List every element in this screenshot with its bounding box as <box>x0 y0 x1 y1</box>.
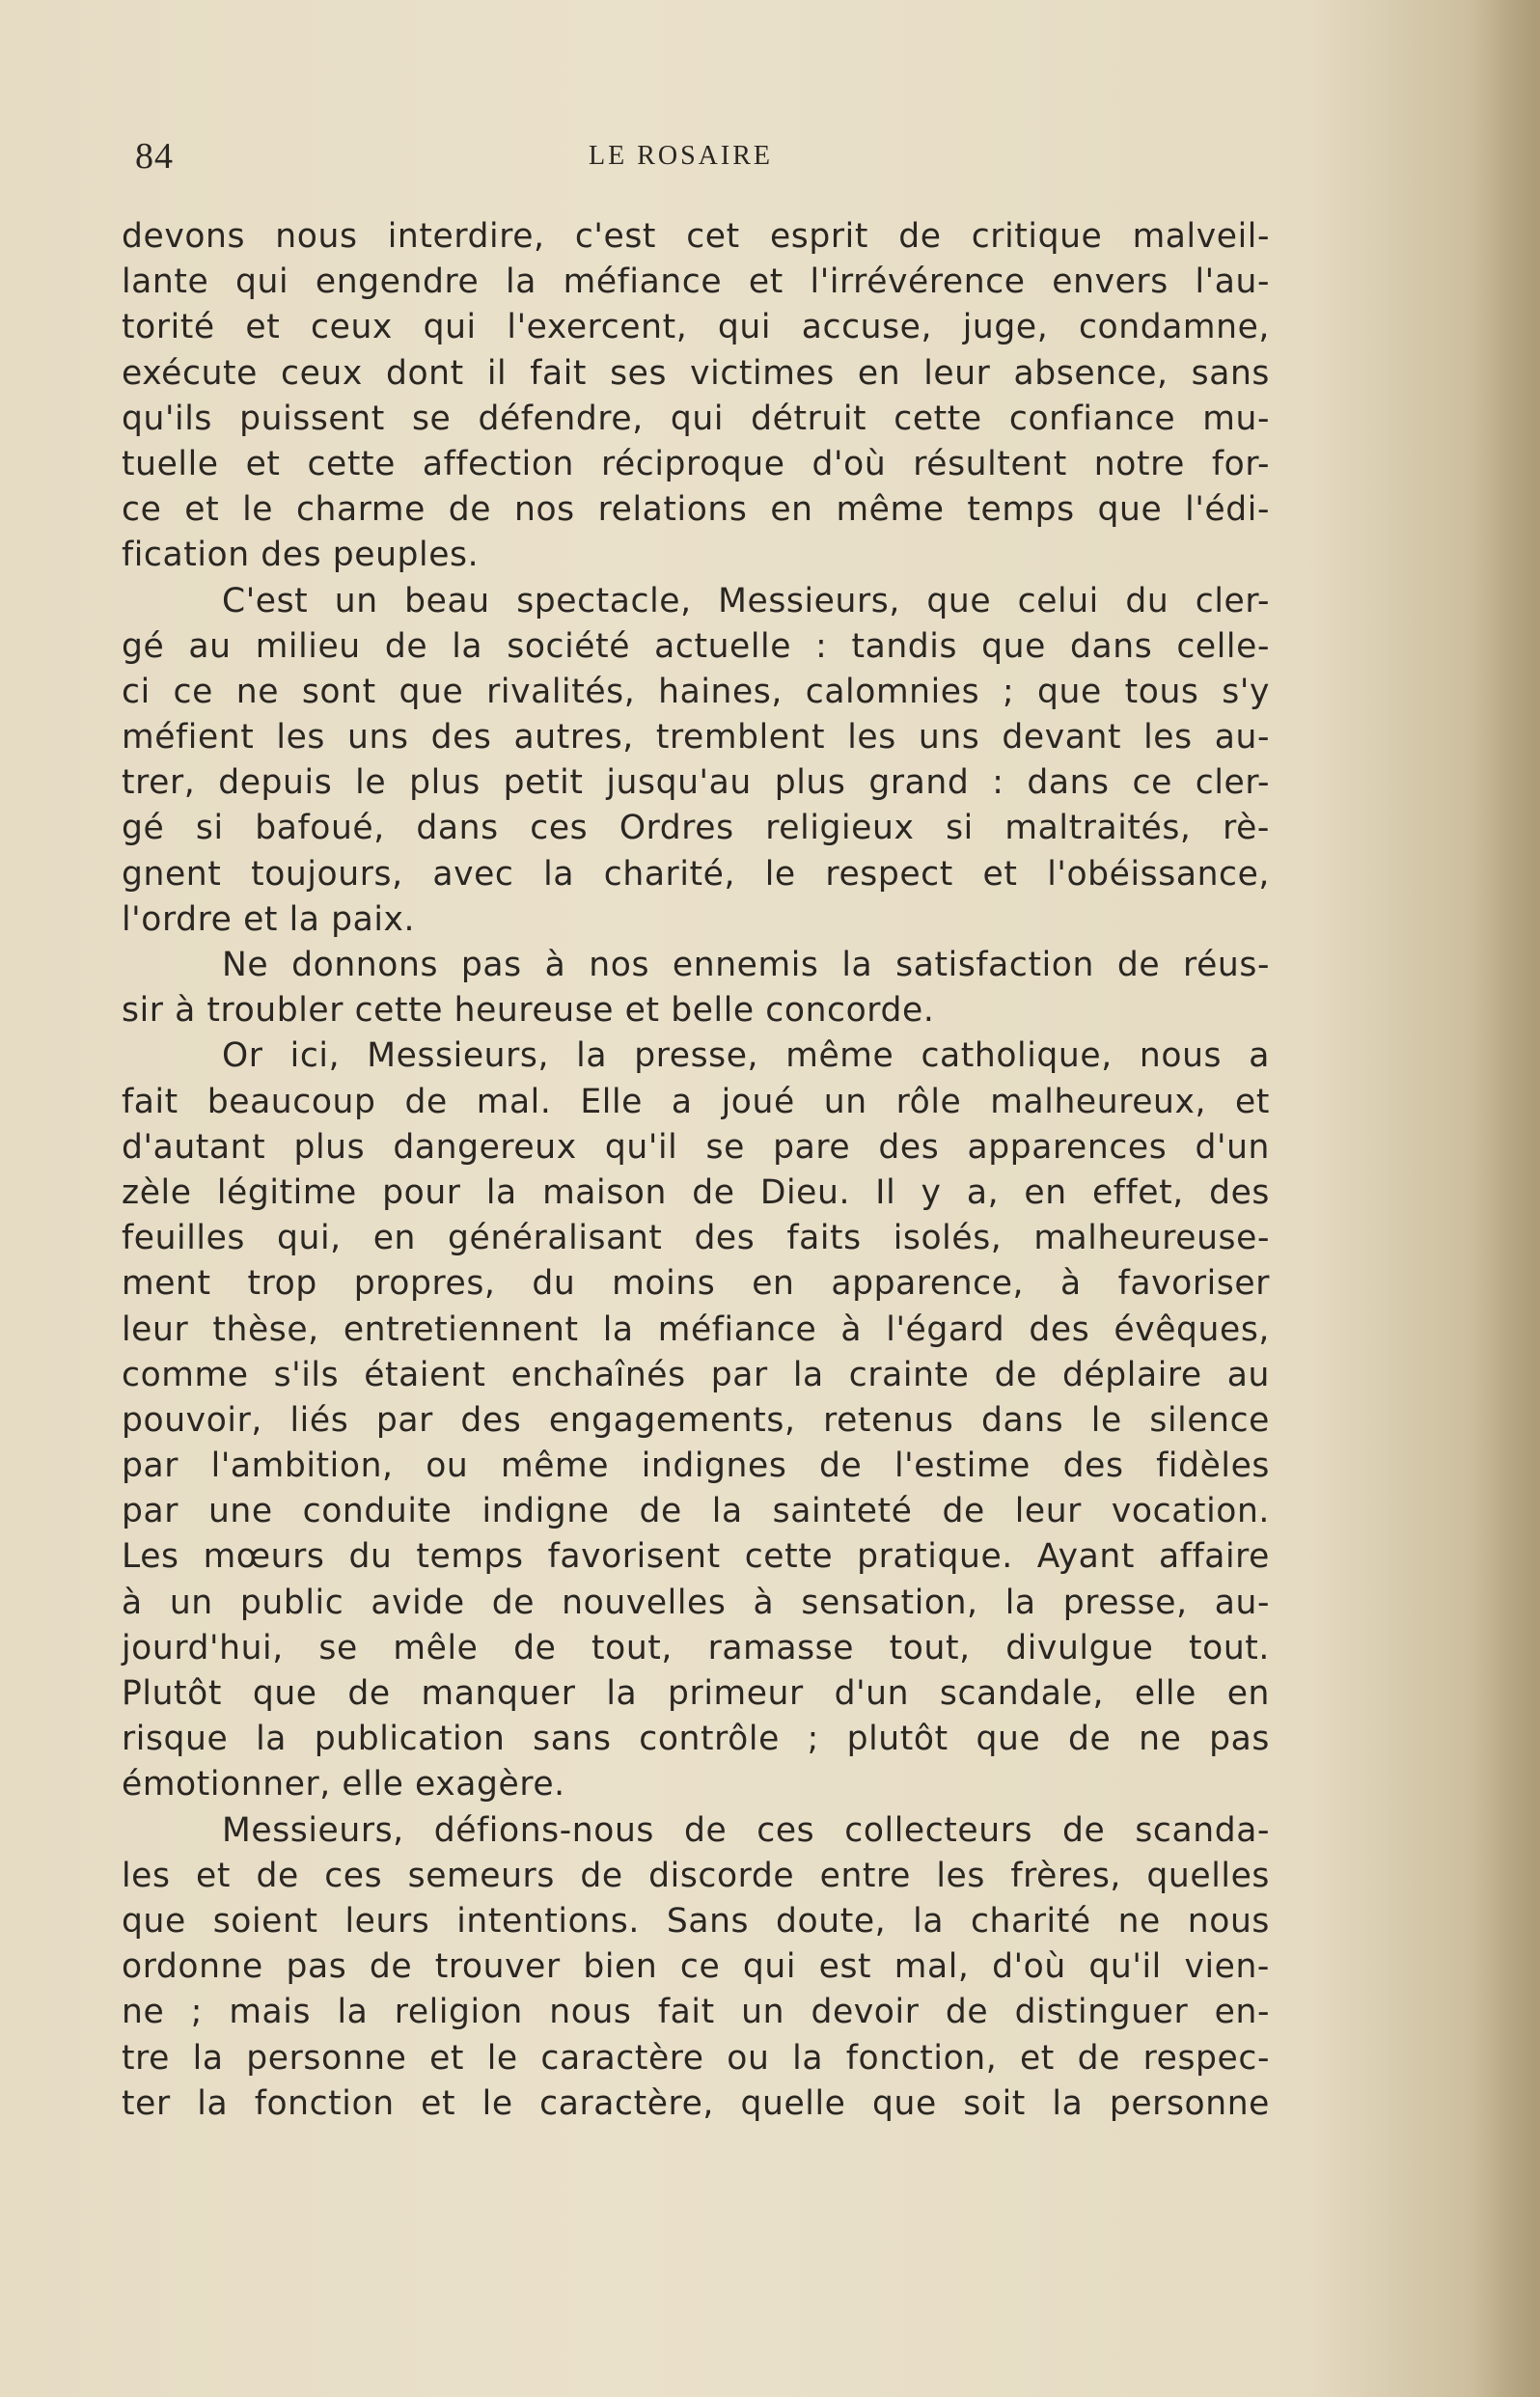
text-line: ci ce ne sont que rivalités, haines, calomnies ; que tous s'y <box>122 672 1270 711</box>
body-text <box>122 214 1270 2127</box>
text-line: par une conduite indigne de la sainteté de leur vocation. <box>122 1492 1270 1531</box>
text-line: ter la fonction et le caractère, quelle que soit la personne <box>122 2083 1270 2123</box>
text-line: gé si bafoué, dans ces Ordres religieux si maltraités, rè- <box>122 809 1270 848</box>
text-line: C'est un beau spectacle, Messieurs, que celui du cler- <box>222 581 1270 620</box>
text-line: torité et ceux qui l'exercent, qui accuse, juge, condamne, <box>122 308 1270 347</box>
page-edge-shadow <box>1472 0 1540 2397</box>
text-line: qu'ils puissent se défendre, qui détruit cette confiance mu- <box>122 399 1270 438</box>
text-line: zèle légitime pour la maison de Dieu. Il y a, en effet, des <box>122 1172 1270 1212</box>
text-line: ordonne pas de trouver bien ce qui est mal, d'où qu'il vien- <box>122 1947 1270 1987</box>
text-line: fication des peuples. <box>122 536 480 575</box>
text-line: tuelle et cette affection réciproque d'où résultent notre for- <box>122 444 1270 483</box>
text-line: à un public avide de nouvelles à sensation, la presse, au- <box>122 1583 1270 1622</box>
text-line: fait beaucoup de mal. Elle a joué un rôle malheureux, et <box>122 1082 1270 1121</box>
text-line: que soient leurs intentions. Sans doute, la charité ne nous <box>122 1901 1270 1941</box>
text-line: exécute ceux dont il fait ses victimes en leur absence, sans <box>122 353 1270 393</box>
text-line: ce et le charme de nos relations en même temps que l'édi- <box>122 490 1270 530</box>
text-line: Ne donnons pas à nos ennemis la satisfaction de réus- <box>222 946 1270 984</box>
running-title: LE ROSAIRE <box>589 141 773 171</box>
text-line: feuilles qui, en généralisant des faits isolés, malheureuse- <box>122 1219 1270 1258</box>
text-line: l'ordre et la paix. <box>122 899 416 939</box>
text-line: comme s'ils étaient enchaînés par la crainte de déplaire au <box>122 1355 1270 1394</box>
text-line: ment trop propres, du moins en apparence, à favoriser <box>122 1264 1270 1304</box>
text-line: Les mœurs du temps favorisent cette pratique. Ayant affaire <box>122 1537 1270 1577</box>
text-line: d'autant plus dangereux qu'il se pare des apparences d'un <box>122 1127 1270 1167</box>
text-line: émotionner, elle exagère. <box>122 1765 565 1805</box>
text-line: jourd'hui, se mêle de tout, ramasse tout, divulgue tout. <box>122 1628 1270 1667</box>
text-line: ne ; mais la religion nous fait un devoir de distinguer en- <box>122 1993 1270 2032</box>
text-line: méfient les uns des autres, tremblent les uns devant les au- <box>122 718 1270 758</box>
page-number: 84 <box>135 136 174 177</box>
text-line: risque la publication sans contrôle ; plutôt que de ne pas <box>122 1720 1270 1759</box>
text-line: Messieurs, défions-nous de ces collecteurs de scanda- <box>222 1810 1270 1850</box>
text-line: pouvoir, liés par des engagements, retenus dans le silence <box>122 1400 1270 1440</box>
running-head <box>135 135 1264 185</box>
text-line: par l'ambition, ou même indignes de l'estime des fidèles <box>122 1446 1270 1486</box>
text-line: devons nous interdire, c'est cet esprit de critique malveil- <box>122 217 1270 256</box>
text-line: sir à troubler cette heureuse et belle concorde. <box>122 991 935 1031</box>
text-line: Plutôt que de manquer la primeur d'un scandale, elle en <box>122 1674 1270 1713</box>
text-line: leur thèse, entretiennent la méfiance à l'égard des évêques, <box>122 1309 1270 1349</box>
text-line: Or ici, Messieurs, la presse, même catholique, nous a <box>222 1036 1270 1076</box>
text-line: trer, depuis le plus petit jusqu'au plus grand : dans ce cler- <box>122 763 1270 803</box>
text-line: les et de ces semeurs de discorde entre les frères, quelles <box>122 1856 1270 1895</box>
text-line: tre la personne et le caractère ou la fonction, et de respec- <box>122 2038 1270 2078</box>
text-line: lante qui engendre la méfiance et l'irrévérence envers l'au- <box>122 262 1270 302</box>
text-line: gé au milieu de la société actuelle : tandis que dans celle- <box>122 626 1270 666</box>
text-line: gnent toujours, avec la charité, le respect et l'obéissance, <box>122 854 1270 894</box>
